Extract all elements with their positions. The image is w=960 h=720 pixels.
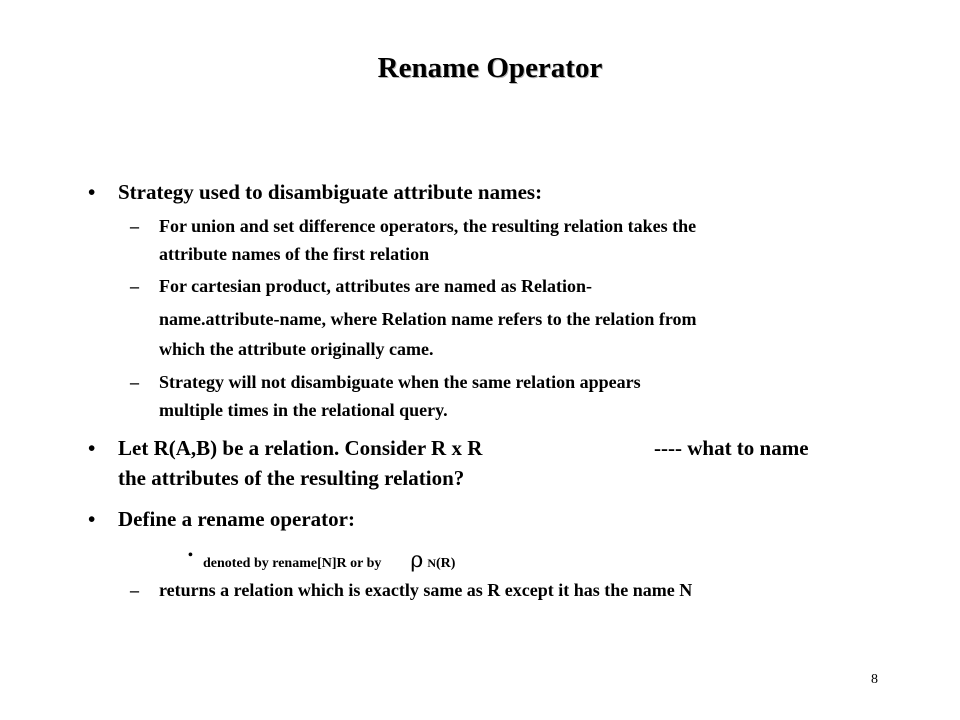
dash-item-text: returns a relation which is exactly same as R except it has the name N	[159, 580, 693, 600]
sub-item-2-line-1: For cartesian product, attributes are named as Relation-	[159, 276, 592, 296]
bullet-marker: •	[88, 507, 96, 531]
bullet-2-text-line-2: the attributes of the resulting relation?	[118, 466, 465, 490]
sub-item-3-line-2: multiple times in the relational query.	[159, 400, 448, 420]
bullet-1-text: Strategy used to disambiguate attribute names:	[118, 180, 543, 204]
sub-item-1-line-1: For union and set difference operators, the resulting relation takes the	[159, 216, 697, 236]
sub-bullet-marker: •	[188, 548, 193, 563]
bullet-2-text-part-2: ---- what to name	[654, 436, 809, 460]
dash-marker: –	[130, 276, 139, 296]
sub-item-2-line-2: name.attribute-name, where Relation name refers to the relation from	[159, 309, 697, 329]
rho-argument: (R)	[435, 556, 456, 571]
bullet-marker: •	[88, 180, 96, 204]
rho-symbol: ρ	[410, 548, 424, 573]
sub-item-2-line-3: which the attribute originally came.	[159, 339, 434, 359]
sub-item-1-line-2: attribute names of the first relation	[159, 244, 430, 264]
bullet-marker: •	[88, 436, 96, 460]
dash-marker: –	[130, 372, 139, 392]
page-number: 8	[871, 672, 878, 687]
sub-bullet-text	[203, 548, 455, 573]
slide-title: Rename Operator	[377, 52, 603, 84]
dash-marker: –	[130, 580, 139, 600]
rho-subscript: N	[427, 556, 436, 570]
sub-bullet-label: denoted by rename[N]R or by	[203, 556, 382, 571]
bullet-2-text-part-1: Let R(A,B) be a relation. Consider R x R	[118, 436, 483, 460]
bullet-3-text: Define a rename operator:	[118, 507, 355, 531]
dash-marker: –	[130, 216, 139, 236]
sub-item-3-line-1: Strategy will not disambiguate when the same relation appears	[159, 372, 641, 392]
